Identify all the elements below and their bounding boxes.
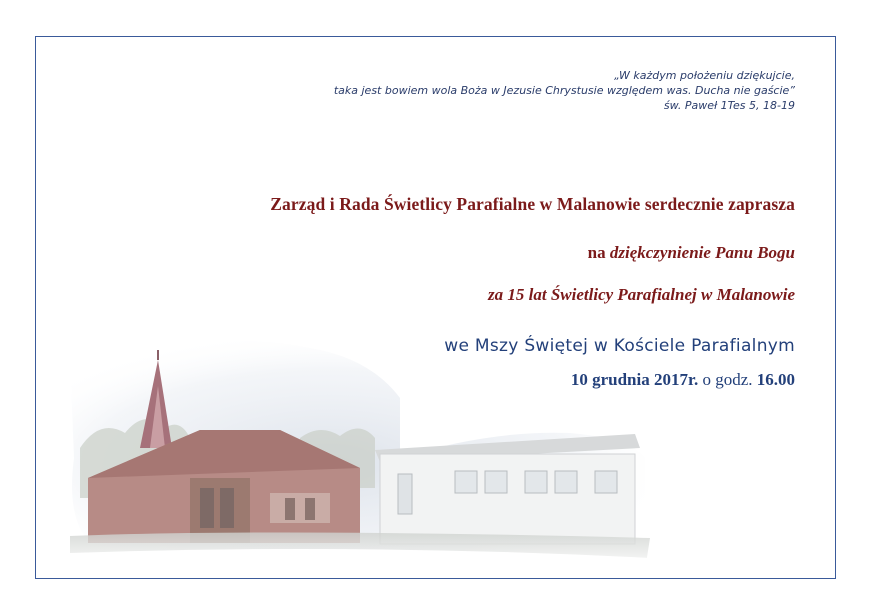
invitation-occasion: za 15 lat Świetlicy Parafialnej w Malanowie bbox=[488, 285, 795, 304]
purpose-text: dziękczynienie Panu Bogu bbox=[609, 243, 795, 262]
invitation-heading: Zarząd i Rada Świetlicy Parafialne w Malanowie serdecznie zaprasza bbox=[270, 194, 795, 214]
quote-line-2: taka jest bowiem wola Boża w Jezusie Chrystusie względem was. Ducha nie gaście” bbox=[333, 84, 795, 97]
invitation-purpose bbox=[588, 243, 795, 263]
invitation-mass: we Mszy Świętej w Kościele Parafialnym bbox=[444, 336, 795, 356]
bible-quote bbox=[334, 68, 795, 113]
event-date: 10 grudnia 2017r. bbox=[570, 370, 699, 389]
church-and-hall-photo bbox=[70, 338, 650, 570]
event-time: 16.00 bbox=[756, 370, 795, 389]
quote-citation: św. Paweł 1Tes 5, 18-19 bbox=[663, 99, 795, 112]
time-prefix: o godz. bbox=[698, 370, 757, 389]
purpose-prefix: na bbox=[587, 243, 610, 262]
quote-line-1: „W każdym położeniu dziękujcie, bbox=[614, 69, 795, 82]
